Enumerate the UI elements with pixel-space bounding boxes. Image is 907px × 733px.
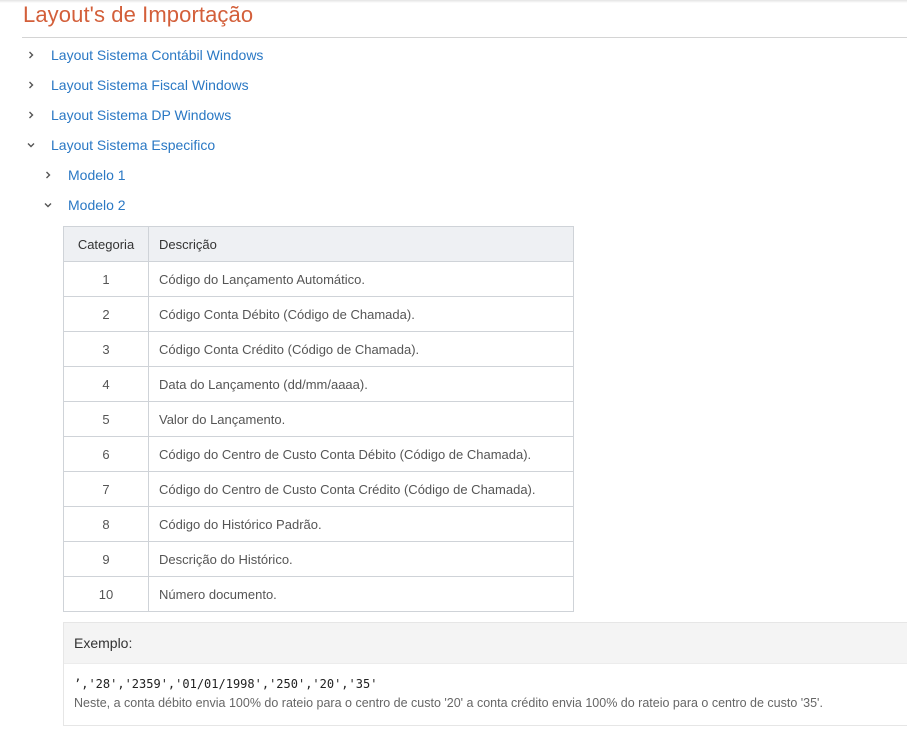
table-row — [64, 542, 574, 577]
category-cell: 7 — [64, 472, 149, 507]
chevron-right-icon — [27, 81, 41, 89]
table-row — [64, 472, 574, 507]
tree-item-label: Layout Sistema Fiscal Windows — [51, 77, 249, 93]
example-description: Neste, a conta débito envia 100% do rateio para o centro de custo '20' a conta crédito envia 100% do rateio para o centro de custo '35'. — [74, 696, 823, 710]
table-row — [64, 507, 574, 542]
table-row — [64, 332, 574, 367]
category-cell: 4 — [64, 367, 149, 402]
column-header-descricao: Descrição — [149, 227, 574, 262]
title-divider — [22, 37, 907, 38]
category-cell: 9 — [64, 542, 149, 577]
category-cell: 8 — [64, 507, 149, 542]
table-row — [64, 367, 574, 402]
tree-item-fiscal[interactable] — [27, 75, 249, 95]
category-cell: 1 — [64, 262, 149, 297]
category-cell: 5 — [64, 402, 149, 437]
description-cell: Data do Lançamento (dd/mm/aaaa). — [149, 367, 574, 402]
tree-item-dp[interactable] — [27, 105, 231, 125]
description-cell: Código do Histórico Padrão. — [149, 507, 574, 542]
table-row — [64, 262, 574, 297]
tree-item-modelo-2[interactable] — [44, 195, 126, 215]
tree-item-label: Layout Sistema DP Windows — [51, 107, 232, 123]
description-cell: Código do Lançamento Automático. — [149, 262, 574, 297]
chevron-right-icon — [44, 171, 58, 179]
tree-item-label: Modelo 1 — [68, 167, 126, 183]
chevron-down-icon — [27, 141, 41, 149]
chevron-right-icon — [27, 111, 41, 119]
description-cell: Código Conta Débito (Código de Chamada). — [149, 297, 574, 332]
category-cell: 2 — [64, 297, 149, 332]
tree-item-contabil[interactable] — [27, 45, 263, 65]
example-code: ’,'28','2359','01/01/1998','250','20','35' — [74, 677, 378, 691]
page-title: Layout's de Importação — [23, 2, 254, 27]
table-row — [64, 297, 574, 332]
table-header-row — [64, 227, 574, 262]
description-cell: Descrição do Histórico. — [149, 542, 574, 577]
description-cell: Valor do Lançamento. — [149, 402, 574, 437]
category-cell: 10 — [64, 577, 149, 612]
description-cell: Código do Centro de Custo Conta Crédito (Código de Chamada). — [149, 472, 574, 507]
chevron-down-icon — [44, 201, 58, 209]
description-cell: Código do Centro de Custo Conta Débito (Código de Chamada). — [149, 437, 574, 472]
table-row — [64, 437, 574, 472]
tree-item-label: Modelo 2 — [68, 197, 126, 213]
column-header-categoria: Categoria — [64, 227, 149, 262]
tree-item-label: Layout Sistema Especifico — [51, 137, 216, 153]
category-cell: 3 — [64, 332, 149, 367]
tree-item-label: Layout Sistema Contábil Windows — [51, 47, 264, 63]
description-cell: Código Conta Crédito (Código de Chamada). — [149, 332, 574, 367]
table-row — [64, 577, 574, 612]
tree-item-especifico[interactable] — [27, 135, 215, 155]
example-panel — [63, 622, 907, 726]
category-cell: 6 — [64, 437, 149, 472]
chevron-right-icon — [27, 51, 41, 59]
layout-table — [63, 226, 574, 612]
example-heading: Exemplo: — [64, 623, 907, 664]
description-cell: Número documento. — [149, 577, 574, 612]
tree-item-modelo-1[interactable] — [44, 165, 126, 185]
table-row — [64, 402, 574, 437]
